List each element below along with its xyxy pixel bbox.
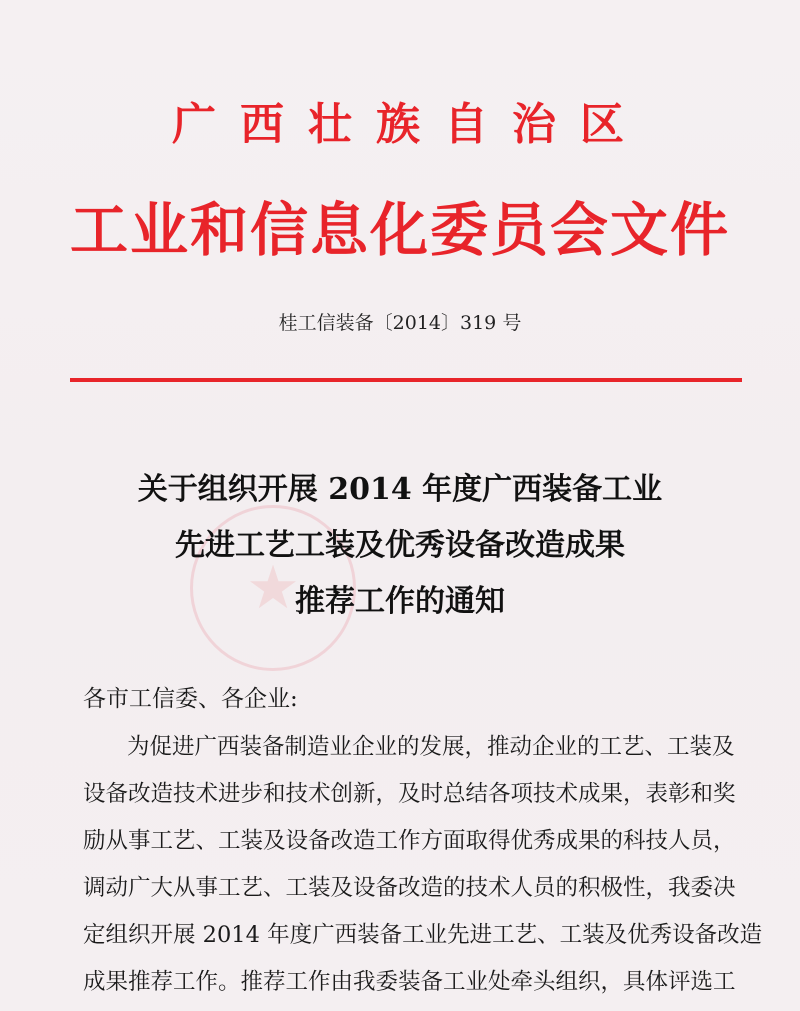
title-line-3: 推荐工作的通知 [295,584,505,619]
body-paragraph [83,724,763,1006]
body-line-4: 调动广大从事工艺、工装及设备改造的技术人员的积极性，我委决 [83,875,736,901]
issuer-header-line1: 广西壮族自治区 [172,99,648,150]
document-number: 桂工信装备〔2014〕319 号 [278,312,522,334]
document-title [0,462,800,630]
body-line-3: 励从事工艺、工装及设备改造工作方面取得优秀成果的科技人员， [83,828,736,854]
body-line-2: 设备改造技术进步和技术创新，及时总结各项技术成果，表彰和奖 [83,781,736,807]
body-line-1: 为促进广西装备制造业企业的发展，推动企业的工艺、工装及 [127,734,735,760]
issuer-header-line2: 工业和信息化委员会文件 [69,196,730,264]
body-line-6: 成果推荐工作。推荐工作由我委装备工业处牵头组织，具体评选工 [83,969,736,995]
title-line-2: 先进工艺工装及优秀设备改造成果 [175,528,625,563]
title-line-1: 关于组织开展 2014 年度广西装备工业 [137,472,663,507]
body-line-5: 定组织开展 2014 年度广西装备工业先进工艺、工装及优秀设备改造 [83,922,763,948]
red-divider-line [70,378,742,382]
salutation: 各市工信委、各企业: [83,686,298,712]
star-icon: ★ [246,553,300,623]
